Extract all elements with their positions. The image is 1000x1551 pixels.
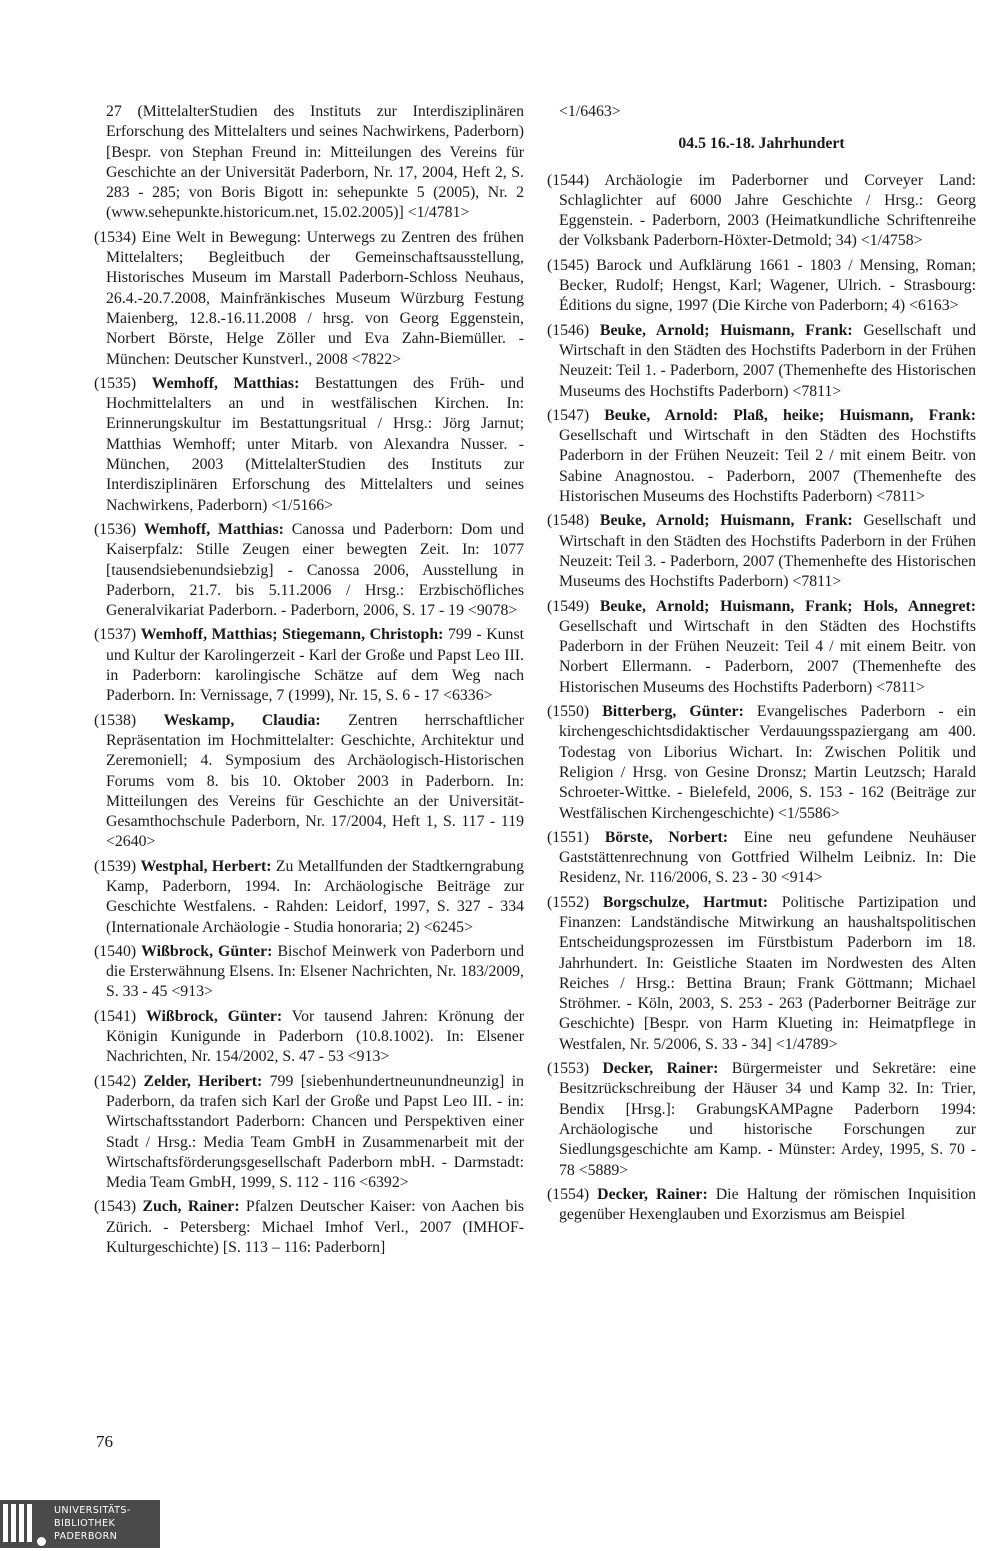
entry-author: Beuke, Arnold; Huismann, Frank; Hols, Annegret: bbox=[599, 597, 976, 615]
entry-number: (1543) bbox=[94, 1198, 137, 1216]
entry-text: Eine Welt in Bewegung: Unterwegs zu Zentren des frühen Mittelalters; Begleitbuch der Gemeinschaftsausstellung, Historisches Museum im Marstall Paderborn-Schloss Neuhaus, 26.4.-20.7.2008, Mainfränkisches Museum Würzburg Festung Maienberg, 12.8.-16.11.2008 / hrsg. von Georg Eggenstein, Norbert Börste, Helge Zöller und Eva Zahn-Biemüller. - München: Deutscher Kunstverl., 2008 <7822> bbox=[106, 228, 524, 368]
entry-text: <1/6463> bbox=[559, 103, 621, 120]
entry-text: Die Haltung der römischen Inquisition gegenüber Hexenglauben und Exorzismus am Beispiel bbox=[559, 1185, 977, 1224]
entry-author: Wemhoff, Matthias: bbox=[143, 520, 284, 538]
bib-entry-1553 bbox=[547, 1059, 976, 1181]
entry-text: Canossa und Paderborn: Dom und Kaiserpfalz: Stille Zeugen einer bewegten Zeit. In: 1077 [tausendsiebenundsiebzig] - Canossa 2006, Ausstellung in Paderborn, 21.7. bis 5.11.2006 / Hrsg.: Erzbischöfliches Generalvikariat Paderborn. - Paderborn, 2006, S. 17 - 19 <9078> bbox=[106, 520, 525, 620]
entry-number: (1535) bbox=[94, 374, 137, 392]
entry-author: Wemhoff, Matthias; Stiegemann, Christoph: bbox=[140, 626, 444, 644]
logo-dot-icon bbox=[37, 1537, 46, 1546]
entry-text: Eine neu gefundene Neuhäuser Gaststättenrechnung von Gottfried Wilhelm Leibniz. In: Die Residenz, Nr. 116/2006, S. 23 - 30 <914> bbox=[559, 828, 976, 887]
entry-number: (1546) bbox=[547, 321, 590, 339]
entry-author: Wemhoff, Matthias: bbox=[151, 374, 300, 392]
entry-author: Beuke, Arnold; Huismann, Frank: bbox=[599, 321, 853, 339]
entry-number: (1542) bbox=[94, 1072, 137, 1090]
bib-entry-1545 bbox=[547, 256, 976, 317]
left-column bbox=[94, 102, 524, 1262]
entry-number: (1552) bbox=[547, 893, 590, 911]
bib-entry-1548 bbox=[547, 511, 976, 592]
entry-author: Westphal, Herbert: bbox=[140, 857, 272, 875]
entry-author: Weskamp, Claudia: bbox=[163, 711, 321, 729]
right-column bbox=[547, 102, 976, 1229]
entry-number: (1539) bbox=[94, 857, 137, 875]
entry-number: (1547) bbox=[547, 406, 590, 424]
logo-text bbox=[54, 1504, 131, 1543]
library-logo bbox=[0, 1500, 160, 1548]
entry-text: Pfalzen Deutscher Kaiser: von Aachen bis Zürich. - Petersberg: Michael Imhof Verl., 2007 (IMHOF-Kulturgeschichte) [S. 113 – 116: Paderborn] bbox=[106, 1198, 524, 1257]
bib-entry-1536 bbox=[94, 520, 524, 621]
bib-entry-1549 bbox=[547, 597, 976, 698]
bib-entry-1537 bbox=[94, 625, 524, 706]
entry-author: Beuke, Arnold; Huismann, Frank: bbox=[599, 512, 853, 530]
entry-author: Wißbrock, Günter: bbox=[141, 942, 273, 960]
entry-number: (1545) bbox=[547, 256, 590, 274]
bib-entry-1547 bbox=[547, 406, 976, 507]
page-number: 76 bbox=[96, 1432, 113, 1451]
bib-entry-1538 bbox=[94, 711, 524, 853]
entry-number: (1553) bbox=[547, 1060, 590, 1078]
entry-text: Gesellschaft und Wirtschaft in den Städten des Hochstifts Paderborn in der Frühen Neuzeit: Teil 2 / mit einem Beitr. von Sabine Anagnostou. - Paderborn, 2007 (Themenhefte des Historischen Museums des Hochstifts Paderborn) <7811> bbox=[559, 427, 976, 506]
bib-entry-1540 bbox=[94, 942, 524, 1003]
logo-bars-icon bbox=[3, 1504, 35, 1542]
entry-text: Evangelisches Paderborn - ein kirchengeschichtsdidaktischer Verdauungsspaziergang am 400. Todestag von Liborius Wichart. In: Zwischen Politik und Religion / Hrsg. von Gesine Dronsz; Martin Leutzsch; Harald Schroeter-Wittke. - Bielefeld, 2006, S. 153 - 162 (Beiträge zur Westfälischen Kirchengeschichte) <1/5586> bbox=[559, 703, 977, 822]
entry-author: Bitterberg, Günter: bbox=[602, 703, 744, 721]
bib-entry-1551 bbox=[547, 828, 976, 889]
entry-author: Börste, Norbert: bbox=[604, 828, 729, 846]
entry-text: Gesellschaft und Wirtschaft in den Städten des Hochstifts Paderborn in der Frühen Neuzeit: Teil 4 / mit einem Beitr. von Norbert Ellermann. - Paderborn, 2007 (Themenhefte des Historischen Museums des Hochstifts Paderborn) <7811> bbox=[559, 617, 976, 696]
bib-entry-continued bbox=[559, 102, 976, 122]
entry-text: 799 - Kunst und Kultur der Karolingerzeit - Karl der Große und Papst Leo III. in Paderborn: karolingische Schätze auf dem Weg nach Paderborn. In: Vernissage, 7 (1999), Nr. 15, S. 6 - 17 <6336> bbox=[106, 626, 524, 705]
entry-number: (1538) bbox=[94, 711, 137, 729]
entry-author: Decker, Rainer: bbox=[597, 1185, 708, 1203]
entry-author: Borgschulze, Hartmut: bbox=[602, 893, 769, 911]
entry-text: Archäologie im Paderborner und Corveyer Land: Schlaglichter auf 6000 Jahre Geschichte / Hrsg.: Georg Eggenstein. - Paderborn, 2003 (Heimatkundliche Schriftenreihe der Volksbank Paderborn-Höxter-Detmold; 34) <1/4758> bbox=[559, 171, 977, 250]
entry-author: Zelder, Heribert: bbox=[143, 1072, 263, 1090]
entry-text: Bestattungen des Früh- und Hochmittelalters an und in westfälischen Kirchen. In: Erinnerungskultur im Bestattungsritual / Hrsg.: Jörg Jarnut; Matthias Wemhoff; unter Mitarb. von Alexandra Nusser. - München, 2003 (MittelalterStudien des Instituts zur Interdisziplinären Erforschung des Mittelalters und seines Nachwirkens, Paderborn) <1/5166> bbox=[106, 374, 524, 514]
entry-text: Bischof Meinwerk von Paderborn und die Ersterwähnung Elsens. In: Elsener Nachrichten, Nr. 183/2009, S. 33 - 45 <913> bbox=[106, 942, 525, 1001]
bib-entry-1546 bbox=[547, 321, 976, 402]
section-heading: 04.5 16.-18. Jahrhundert bbox=[678, 135, 845, 153]
logo-line-3: PADERBORN bbox=[54, 1531, 118, 1542]
bib-entry-1543 bbox=[94, 1197, 524, 1258]
entry-number: (1540) bbox=[94, 942, 137, 960]
entry-text: Vor tausend Jahren: Krönung der Königin Kunigunde in Paderborn (10.8.1002). In: Elsener Nachrichten, Nr. 154/2002, S. 47 - 53 <913> bbox=[106, 1007, 525, 1066]
entry-number: (1536) bbox=[94, 520, 137, 538]
bib-entry-1550 bbox=[547, 702, 976, 824]
entry-text: 799 [siebenhundertneunundneunzig] in Paderborn, da trafen sich Karl der Große und Papst Leo III. - in: Wirtschaftsstandort Paderborn: Chancen und Perspektiven einer Stadt / Hrsg.: Media Team GmbH in Zusammenarbeit mit der Wirtschaftsförderungsgesellschaft Paderborn mbH. - Darmstadt: Media Team GmbH, 1999, S. 112 - 116 <6392> bbox=[106, 1072, 525, 1192]
entry-number: (1551) bbox=[547, 828, 590, 846]
bib-entry-1539 bbox=[94, 857, 524, 938]
entry-number: (1550) bbox=[547, 703, 590, 721]
entry-number: (1549) bbox=[547, 597, 590, 615]
bib-entry-1542 bbox=[94, 1072, 524, 1194]
bib-entry-1544 bbox=[547, 171, 976, 252]
entry-number: (1548) bbox=[547, 512, 590, 530]
bib-entry-continued bbox=[106, 102, 524, 224]
entry-text: 27 (MittelalterStudien des Instituts zur Interdisziplinären Erforschung des Mittelalters und seines Nachwirkens, Paderborn) [Bespr. von Stephan Freund in: Mitteilungen des Vereins für Geschichte an der Universität Paderborn, Nr. 17, 2004, Heft 2, S. 283 - 285; von Boris Bigott in: sehepunkte 5 (2005), Nr. 2 (www.sehepunkte.historicum.net, 15.02.2005)] <1/4781> bbox=[106, 103, 524, 222]
bib-entry-1535 bbox=[94, 374, 524, 516]
entry-number: (1541) bbox=[94, 1007, 137, 1025]
entry-text: Politische Partizipation und Finanzen: Landständische Mitwirkung an haushaltspolitischen Entscheidungsprozessen im Fürstbistum Paderborn im 18. Jahrhundert. In: Geistliche Staaten im Nordwesten des Alten Reiches / Hrsg.: Bettina Braun; Frank Göttmann; Michael Ströhmer. - Köln, 2003, S. 253 - 263 (Paderborner Beiträge zur Geschichte) [Bespr. von Harm Klueting in: Heimatpflege in Westfalen, Nr. 5/2006, S. 33 - 34] <1/4789> bbox=[559, 893, 977, 1053]
logo-line-1: UNIVERSITÄTS- bbox=[54, 1505, 131, 1516]
entry-text: Barock und Aufklärung 1661 - 1803 / Mensing, Roman; Becker, Rudolf; Hengst, Karl; Wagener, Ulrich. - Strasbourg: Éditions du signe, 1997 (Die Kirche von Paderborn; 4) <6163> bbox=[559, 256, 976, 315]
entry-number: (1554) bbox=[547, 1185, 590, 1203]
bib-entry-1554 bbox=[547, 1185, 976, 1226]
bib-entry-1541 bbox=[94, 1007, 524, 1068]
entry-text: Zu Metallfunden der Stadtkerngrabung Kamp, Paderborn, 1994. In: Archäologische Beiträge zur Geschichte Westfalens. - Rahden: Leidorf, 1997, S. 327 - 334 (Internationale Archäologie - Studia honoraria; 2) <6245> bbox=[106, 857, 524, 936]
entry-author: Decker, Rainer: bbox=[602, 1060, 719, 1078]
entry-text: Gesellschaft und Wirtschaft in den Städten des Hochstifts Paderborn in der Frühen Neuzeit: Teil 1. - Paderborn, 2007 (Themenhefte des Historischen Museums des Hochstifts Paderborn) <7811> bbox=[559, 321, 976, 400]
bib-entry-1534 bbox=[94, 228, 524, 370]
logo-line-2: BIBLIOTHEK bbox=[54, 1518, 116, 1529]
entry-number: (1537) bbox=[94, 626, 137, 644]
entry-number: (1544) bbox=[547, 171, 590, 189]
entry-text: Bürgermeister und Sekretäre: eine Besitzrückschreibung der Häuser 34 und Kamp 32. In: Trier, Bendix [Hrsg.]: GrabungsKAMPagne Paderborn 1994: Archäologische und historische Forschungen zur Siedlungsgeschichte am Kamp. - Münster: Ardey, 1995, S. 70 - 78 <5889> bbox=[559, 1060, 976, 1179]
entry-author: Beuke, Arnold: Plaß, heike; Huismann, Frank: bbox=[604, 406, 976, 424]
entry-author: Wißbrock, Günter: bbox=[146, 1007, 283, 1025]
entry-text: Gesellschaft und Wirtschaft in den Städten des Hochstifts Paderborn in der Frühen Neuzeit: Teil 3. - Paderborn, 2007 (Themenhefte des Historischen Museums des Hochstifts Paderborn) <7811> bbox=[559, 512, 976, 591]
entry-text: Zentren herrschaftlicher Repräsentation im Hochmittelalter: Geschichte, Architektur und Zeremoniell; 4. Symposium des Archäologisch-Historischen Forums vom 8. bis 10. Oktober 2003 in Paderborn. In: Mitteilungen des Vereins für Geschichte an der Universität-Gesamthochschule Paderborn, Nr. 17/2004, Heft 1, S. 117 - 119 <2640> bbox=[106, 711, 524, 851]
entry-number: (1534) bbox=[94, 228, 137, 246]
entry-author: Zuch, Rainer: bbox=[142, 1198, 240, 1216]
bib-entry-1552 bbox=[547, 893, 976, 1055]
